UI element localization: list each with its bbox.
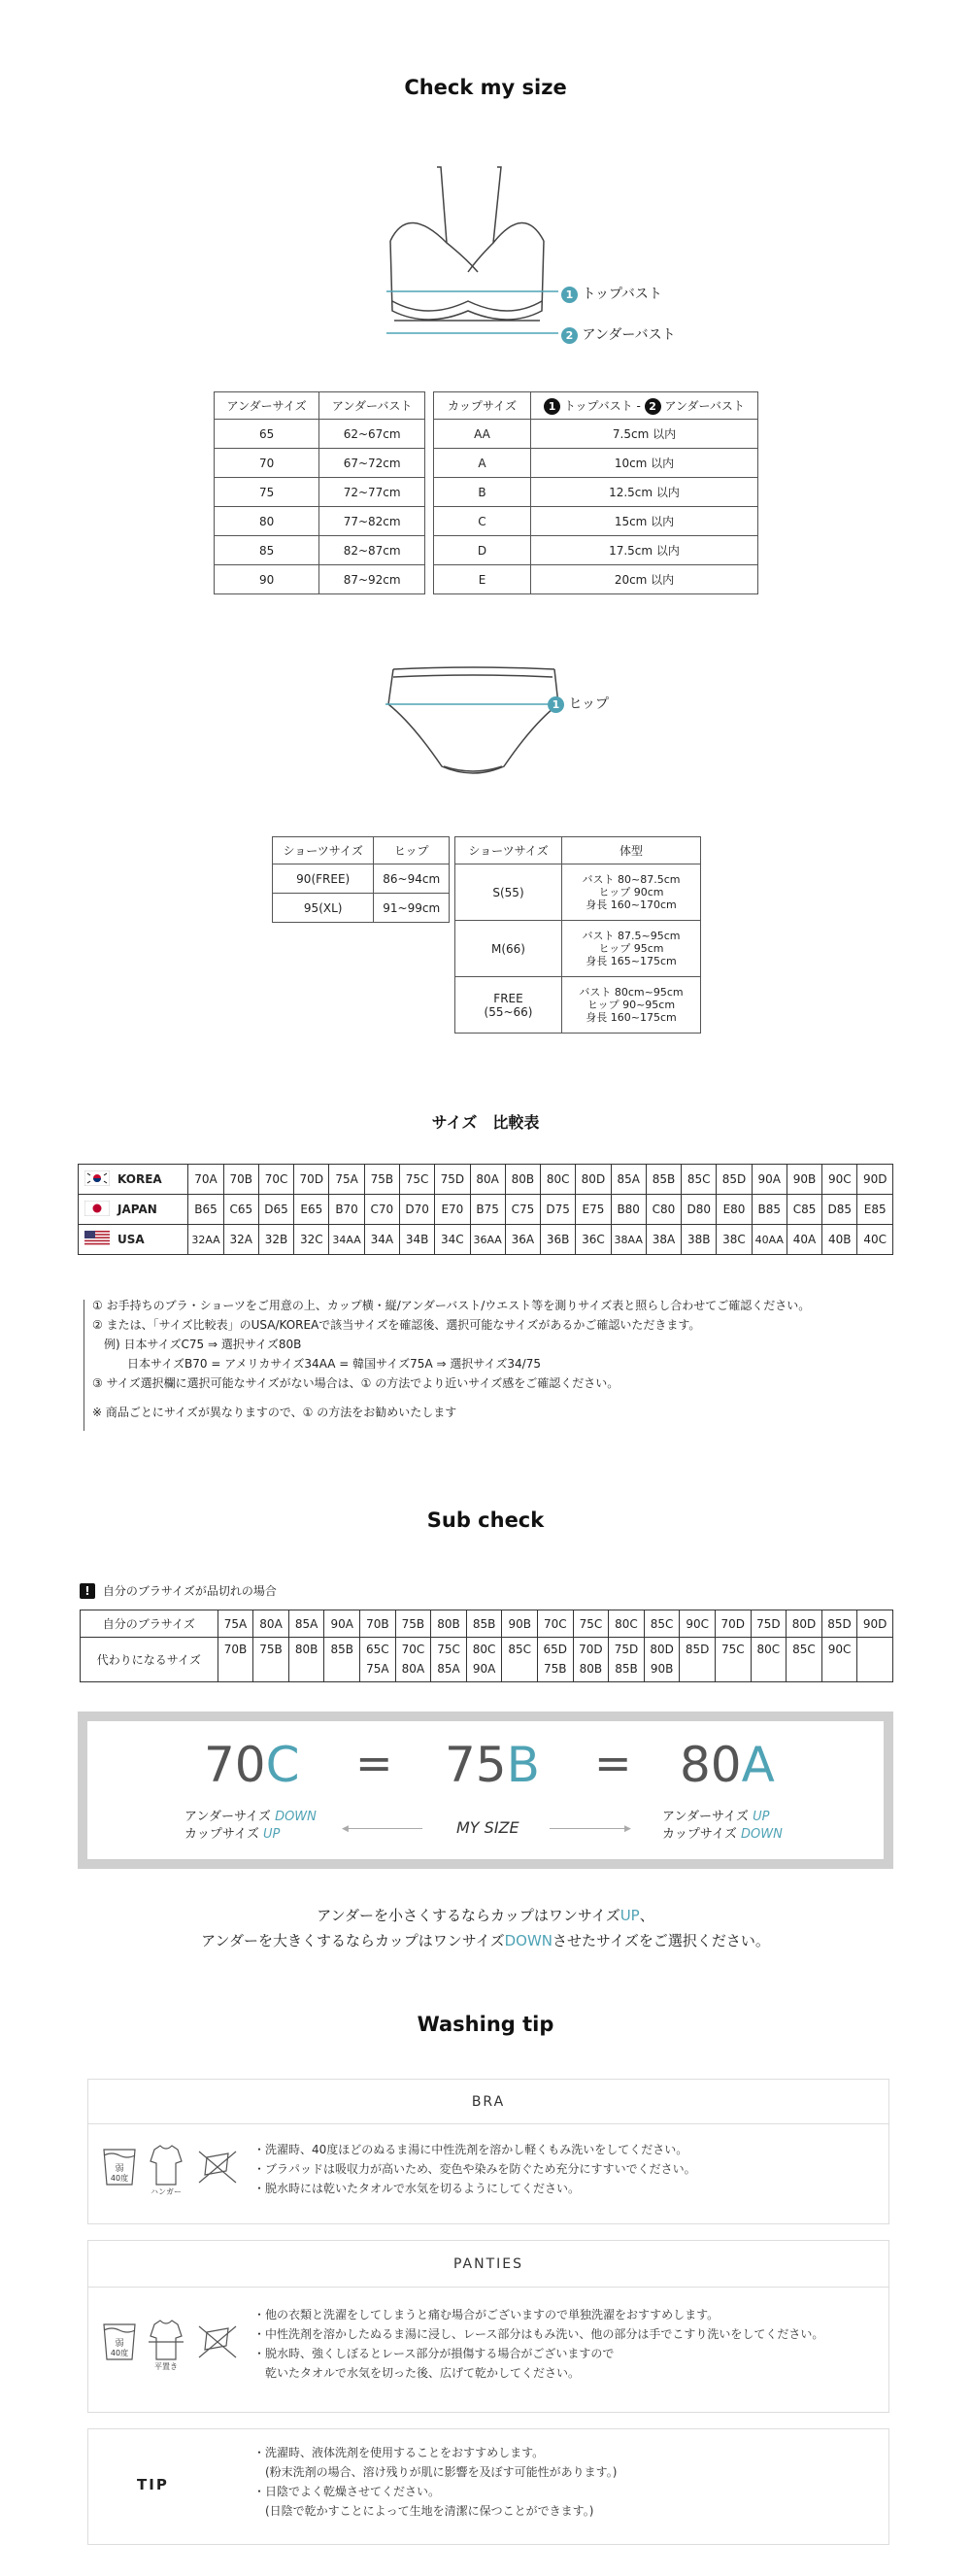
right-arrowhead-icon: ▶ [624, 1824, 631, 1834]
minus-sign: - [636, 398, 641, 413]
table-cell: 62~67cm [319, 420, 425, 449]
bra-title: BRA [88, 2080, 888, 2124]
size-cell: 38A [646, 1225, 681, 1255]
size-cell: 34A [364, 1225, 399, 1255]
wash-40-icon: 弱 [115, 2164, 124, 2174]
table-cell: 87~92cm [319, 565, 425, 594]
table-row [434, 478, 758, 507]
table-cell: 91~99cm [374, 894, 450, 923]
alternative-size: 90B [650, 1662, 674, 1676]
alternative-size: 70B [223, 1643, 248, 1656]
table-cell: A [434, 449, 531, 478]
size-cell: 40C [857, 1225, 893, 1255]
panties-diagram [384, 665, 563, 787]
alternative-size: 85B [330, 1643, 353, 1656]
size-cell: 36C [576, 1225, 611, 1255]
flat-dry-icon: 平置き [154, 2362, 178, 2371]
table-cell: 70 [215, 449, 319, 478]
size-cell: 70D [294, 1165, 329, 1195]
size-cell: 90B [787, 1165, 821, 1195]
table-cell: バスト 80~87.5cm ヒップ 90cm 身長 160~170cm [562, 864, 701, 921]
tip-instructions [253, 2443, 617, 2521]
size-cell: 75A [329, 1165, 364, 1195]
size-cell: D70 [399, 1195, 434, 1225]
table-cell: 20cm 以内 [531, 565, 758, 594]
korea-flag-icon [84, 1175, 110, 1189]
size-cell: B70 [329, 1195, 364, 1225]
table-cell: 75 [215, 478, 319, 507]
size-cell: 80C [609, 1610, 645, 1638]
table-row [273, 864, 450, 894]
hip-marker [548, 694, 609, 713]
panties-washing-box [87, 2240, 889, 2413]
table-row [215, 420, 425, 449]
alternative-size: 80B [579, 1662, 603, 1676]
size-cell: 85A [611, 1165, 646, 1195]
left-arrow-icon [345, 1828, 422, 1829]
size-cell: 70B [360, 1610, 396, 1638]
table-row [215, 478, 425, 507]
size-cell: 75B [395, 1610, 431, 1638]
size-cell: 32C [294, 1225, 329, 1255]
alternative-cell [538, 1638, 574, 1682]
alternative-size: 75C [437, 1643, 460, 1656]
table-row [215, 536, 425, 565]
size-cell: B85 [752, 1195, 787, 1225]
tip-box [87, 2428, 889, 2545]
alternative-size: 90A [472, 1662, 496, 1676]
table-row [434, 449, 758, 478]
usa-flag-icon [84, 1236, 110, 1249]
size-cell: 34AA [329, 1225, 364, 1255]
my-size-row [81, 1610, 893, 1638]
table-cell: 82~87cm [319, 536, 425, 565]
size-cell: 85D [821, 1610, 857, 1638]
body-type-header: 体型 [562, 837, 701, 864]
size-cell: 90A [324, 1610, 360, 1638]
size-cell: 80A [253, 1610, 289, 1638]
top-bust-marker [561, 284, 662, 303]
size-cell: 40AA [752, 1225, 787, 1255]
instruction-line: ・日陰でよく乾燥させてください。 [253, 2485, 441, 2498]
right-arrow-icon [550, 1828, 627, 1829]
size-cell: 80B [505, 1165, 540, 1195]
table-cell: バスト 80cm~95cm ヒップ 90~95cm 身長 160~175cm [562, 977, 701, 1034]
size-cell: E80 [717, 1195, 752, 1225]
alternative-size: 80C [472, 1643, 496, 1656]
note-line: 日本サイズB70 = アメリカサイズ34AA = 韓国サイズ75A ⇒ 選択サイズ34/75 [92, 1357, 541, 1371]
size-cell: 75D [751, 1610, 787, 1638]
table-row [434, 420, 758, 449]
size-cell: E85 [857, 1195, 893, 1225]
alternative-size: 75C [720, 1643, 745, 1656]
size-cell: 32AA [188, 1225, 223, 1255]
hip-header: ヒップ [374, 837, 450, 864]
left-arrowhead-icon: ◀ [342, 1824, 349, 1834]
size-cell: D85 [822, 1195, 857, 1225]
size-compare-title: サイズ 比較表 [431, 1113, 540, 1132]
size-cell: E70 [435, 1195, 470, 1225]
size-cell: E65 [294, 1195, 329, 1225]
cup-diff-header [531, 392, 758, 420]
table-row [215, 507, 425, 536]
alternative-cell [751, 1638, 787, 1682]
instruction-line: ・他の衣類と洗濯をしてしまうと痛む場合がございますので単独洗濯をおすすめします。 [253, 2308, 720, 2322]
under-bust-label: アンダーバスト [664, 398, 745, 413]
size-cell: 36B [541, 1225, 576, 1255]
compare-row-japan [79, 1195, 893, 1225]
table-cell: 90(FREE) [273, 864, 374, 894]
instruction-line: ・洗濯時、液体洗剤を使用することをおすすめします。 [253, 2446, 545, 2459]
top-bust-label: トップバスト [582, 287, 662, 302]
table-cell: 95(XL) [273, 894, 374, 923]
table-cell: 67~72cm [319, 449, 425, 478]
size-cell: C70 [364, 1195, 399, 1225]
tip-title: TIP [137, 2476, 169, 2493]
svg-text:40度: 40度 [110, 2174, 129, 2183]
alternative-cell [253, 1638, 289, 1682]
size-cell: 70B [223, 1165, 258, 1195]
equals-sign: = [355, 1737, 393, 1789]
alternative-size: 90C [827, 1643, 852, 1656]
alternative-cell [466, 1638, 502, 1682]
size-cell: 90D [857, 1610, 893, 1638]
hip-number: 1 [548, 696, 564, 713]
size-cell: D65 [258, 1195, 293, 1225]
size-cell: 75C [573, 1610, 609, 1638]
alternative-cell [787, 1638, 822, 1682]
alternative-cell [360, 1638, 396, 1682]
size-cell: 70C [258, 1165, 293, 1195]
instruction-line: 乾いたタオルで水気を切った後、広げて乾かしてください。 [253, 2366, 581, 2380]
size-cell: 40B [822, 1225, 857, 1255]
note-line: ③ サイズ選択欄に選択可能なサイズがない場合は、① の方法でより近いサイズ感をご確認ください。 [92, 1376, 619, 1390]
note-line: ② または、「サイズ比較表」のUSA/KOREAで該当サイズを確認後、選択可能なサイズがあるかご確認いただきます。 [92, 1318, 701, 1332]
table-cell: 17.5cm 以内 [531, 536, 758, 565]
svg-text:40度: 40度 [110, 2349, 129, 2357]
alternative-size: 85B [615, 1662, 638, 1676]
size-cell: 70A [188, 1165, 223, 1195]
under-bust-header: アンダーバスト [319, 392, 425, 420]
panties-title: PANTIES [88, 2241, 888, 2288]
alternative-size: 85C [508, 1643, 532, 1656]
explain-text: アンダーを小さくするならカップはワンサイズUP、 アンダーを大きくするならカップはワンサイズDOWNさせたサイズをご選択ください。 [201, 1907, 770, 1949]
sub-check-title: Sub check [426, 1508, 545, 1532]
instruction-line: ・脱水時、強くしぼるとレース部分が損傷する場合がございますので [253, 2347, 615, 2360]
japan-flag-icon [84, 1205, 110, 1219]
alternative-cell [324, 1638, 360, 1682]
size-cell: 75D [435, 1165, 470, 1195]
alternative-size: 80A [401, 1662, 425, 1676]
panties-care-icons [102, 2317, 238, 2371]
size-cell: B65 [188, 1195, 223, 1225]
right-direction-text: アンダーサイズ UP カップサイズ DOWN [662, 1810, 783, 1842]
country-cell [79, 1165, 188, 1195]
alternative-cell [218, 1638, 253, 1682]
table-row [434, 536, 758, 565]
size-cell: 85C [644, 1610, 680, 1638]
size-cell: 75A [218, 1610, 253, 1638]
instruction-line: (日陰で乾かすことによって生地を清潔に保つことができます。) [253, 2504, 594, 2518]
table-row [215, 449, 425, 478]
size-cell: 85A [288, 1610, 324, 1638]
size-75b: 75B [445, 1737, 540, 1793]
country-name: USA [117, 1233, 145, 1246]
table-cell: 86~94cm [374, 864, 450, 894]
table-cell: FREE (55~66) [455, 977, 562, 1034]
alternative-cell [609, 1638, 645, 1682]
table-cell: 72~77cm [319, 478, 425, 507]
table-cell: C [434, 507, 531, 536]
table-cell: S(55) [455, 864, 562, 921]
country-name: JAPAN [117, 1203, 157, 1216]
alternative-size: 70D [579, 1643, 603, 1656]
table-cell: 10cm 以内 [531, 449, 758, 478]
table-cell: 90 [215, 565, 319, 594]
size-cell: 75B [364, 1165, 399, 1195]
size-cell: C80 [646, 1195, 681, 1225]
check-my-size-title: Check my size [404, 76, 567, 99]
instruction-line: ・洗濯時、40度ほどのぬるま湯に中性洗剤を溶かし軽くもみ洗いをしてください。 [253, 2143, 688, 2156]
size-cell: 90B [502, 1610, 538, 1638]
cup-size-header: カップサイズ [434, 392, 531, 420]
table-cell: B [434, 478, 531, 507]
table-cell: 65 [215, 420, 319, 449]
size-cell: 40A [787, 1225, 821, 1255]
panties-instructions [253, 2305, 823, 2383]
top-bust-label: トップバスト [563, 398, 633, 413]
shorts-size-table [272, 836, 450, 923]
size-cell: 80D [787, 1610, 822, 1638]
under-bust-number: 2 [561, 327, 578, 344]
table-cell: 12.5cm 以内 [531, 478, 758, 507]
alternative-size: 85D [685, 1643, 710, 1656]
under-bust-label: アンダーバスト [582, 327, 676, 343]
size-cell: 90C [680, 1610, 716, 1638]
cup-size-table [433, 391, 758, 594]
alternative-cell [288, 1638, 324, 1682]
shorts-size-header: ショーツサイズ [455, 837, 562, 864]
table-cell: AA [434, 420, 531, 449]
my-size-label: 自分のブラサイズ [81, 1610, 218, 1638]
instruction-line: (粉末洗剤の場合、溶け残りが肌に影響を及ぼす可能性があります。) [253, 2465, 618, 2479]
size-cell: E75 [576, 1195, 611, 1225]
note-line: ※ 商品ごとにサイズが異なりますので、① の方法をお勧めいたします [92, 1406, 457, 1419]
top-bust-number: 1 [544, 398, 560, 415]
equals-sign: = [594, 1737, 632, 1789]
bra-washing-box [87, 2079, 889, 2224]
size-compare-table [78, 1164, 893, 1255]
instruction-line: ・ブラパッドは吸収力が高いため、変色や染みを防ぐため充分にすすいでください。 [253, 2162, 696, 2176]
size-cell: 32A [223, 1225, 258, 1255]
alternative-size-row [81, 1638, 893, 1682]
alternative-cell [573, 1638, 609, 1682]
size-cell: C65 [223, 1195, 258, 1225]
note-line: ① お手持ちのブラ・ショーツをご用意の上、カップ横・縦/アンダーバスト/ウエスト等を測りサイズ表と照らし合わせてご確認ください。 [92, 1299, 811, 1312]
size-cell: 34C [435, 1225, 470, 1255]
size-cell: 85B [466, 1610, 502, 1638]
alert-icon: ! [80, 1583, 95, 1599]
size-cell: 36AA [470, 1225, 505, 1255]
table-cell: E [434, 565, 531, 594]
table-row [455, 864, 701, 921]
alternative-cell [395, 1638, 431, 1682]
country-cell [79, 1225, 188, 1255]
size-cell: 75C [399, 1165, 434, 1195]
alternative-cell [502, 1638, 538, 1682]
notes-block [92, 1296, 810, 1422]
top-bust-number: 1 [561, 287, 578, 303]
table-cell: D [434, 536, 531, 565]
size-cell: 85B [646, 1165, 681, 1195]
instruction-line: ・中性洗剤を溶かしたぬるま湯に浸し、レース部分はもみ洗い、他の部分は手でこすり洗いをしてください。 [253, 2327, 824, 2341]
size-cell: 36A [505, 1225, 540, 1255]
my-size-label: MY SIZE [456, 1818, 519, 1837]
alternative-size: 65C [366, 1643, 389, 1656]
size-cell: 90D [857, 1165, 893, 1195]
table-row [273, 894, 450, 923]
alternative-size: 75B [544, 1662, 567, 1676]
alternative-cell [644, 1638, 680, 1682]
hanger-icon: ハンガー [151, 2187, 182, 2196]
bra-diagram [369, 165, 563, 350]
instruction-line: ・脱水時には乾いたタオルで水気を切るようにしてください。 [253, 2182, 581, 2195]
country-cell [79, 1195, 188, 1225]
alternative-size: 80C [756, 1643, 781, 1656]
compare-row-usa [79, 1225, 893, 1255]
under-size-table [214, 391, 425, 594]
alternative-cell [821, 1638, 857, 1682]
alternative-cell [715, 1638, 751, 1682]
wash-40-icon: 弱 [115, 2339, 124, 2349]
size-cell: 38AA [611, 1225, 646, 1255]
table-row [215, 565, 425, 594]
table-cell: M(66) [455, 921, 562, 977]
size-cell: 32B [258, 1225, 293, 1255]
size-80a: 80A [680, 1737, 775, 1793]
washing-tip-title: Washing tip [417, 2013, 554, 2036]
table-cell: バスト 87.5~95cm ヒップ 95cm 身長 165~175cm [562, 921, 701, 977]
alternative-size: 65D [543, 1643, 568, 1656]
under-bust-number: 2 [645, 398, 661, 415]
table-cell: 77~82cm [319, 507, 425, 536]
size-cell: 70C [538, 1610, 574, 1638]
alternative-size: 75A [366, 1662, 389, 1676]
alternative-size: 85A [437, 1662, 460, 1676]
alternative-size: 80B [294, 1643, 318, 1656]
size-cell: 90C [822, 1165, 857, 1195]
size-cell: B80 [611, 1195, 646, 1225]
size-cell: 80A [470, 1165, 505, 1195]
sold-out-alert [80, 1582, 277, 1599]
size-cell: 80D [576, 1165, 611, 1195]
size-cell: B75 [470, 1195, 505, 1225]
size-cell: C75 [505, 1195, 540, 1225]
table-row [434, 565, 758, 594]
size-70c: 70C [204, 1737, 300, 1793]
hip-label: ヒップ [568, 696, 610, 712]
size-cell: 85D [717, 1165, 752, 1195]
size-cell: D80 [682, 1195, 717, 1225]
size-cell: 85C [682, 1165, 717, 1195]
under-size-header: アンダーサイズ [215, 392, 319, 420]
alternative-size: 85C [792, 1643, 816, 1656]
size-cell: D75 [541, 1195, 576, 1225]
size-cell: 34B [399, 1225, 434, 1255]
table-row [455, 977, 701, 1034]
size-cell: 90A [752, 1165, 787, 1195]
size-cell: 38C [717, 1225, 752, 1255]
alternative-cell [857, 1638, 893, 1682]
equivalent-size-box [78, 1712, 893, 1869]
alternative-size: 70C [401, 1643, 425, 1656]
note-line: 例) 日本サイズC75 ⇒ 選択サイズ80B [92, 1338, 302, 1351]
under-bust-marker [561, 324, 676, 344]
table-cell: 80 [215, 507, 319, 536]
size-cell: 38B [682, 1225, 717, 1255]
shorts-size-header: ショーツサイズ [273, 837, 374, 864]
table-cell: 85 [215, 536, 319, 565]
bra-instructions [253, 2140, 696, 2198]
substitute-size-table [80, 1610, 893, 1682]
size-cell: C85 [787, 1195, 821, 1225]
table-cell: 7.5cm 以内 [531, 420, 758, 449]
size-cell: 80B [431, 1610, 467, 1638]
table-row [455, 921, 701, 977]
bra-care-icons [102, 2142, 238, 2196]
alternative-cell [680, 1638, 716, 1682]
compare-row-korea [79, 1165, 893, 1195]
table-row [434, 507, 758, 536]
country-name: KOREA [117, 1172, 162, 1186]
alternative-size: 80D [650, 1643, 674, 1656]
alternative-cell [431, 1638, 467, 1682]
size-cell: 80C [541, 1165, 576, 1195]
size-cell: 70D [715, 1610, 751, 1638]
left-direction-text: アンダーサイズ DOWN カップサイズ UP [184, 1810, 317, 1842]
body-type-table [454, 836, 701, 1034]
alternative-size-label: 代わりになるサイズ [81, 1638, 218, 1682]
alert-text: 自分のブラサイズが品切れの場合 [102, 1584, 277, 1598]
table-cell: 15cm 以内 [531, 507, 758, 536]
alternative-size: 75D [614, 1643, 639, 1656]
alternative-size: 75B [259, 1643, 283, 1656]
